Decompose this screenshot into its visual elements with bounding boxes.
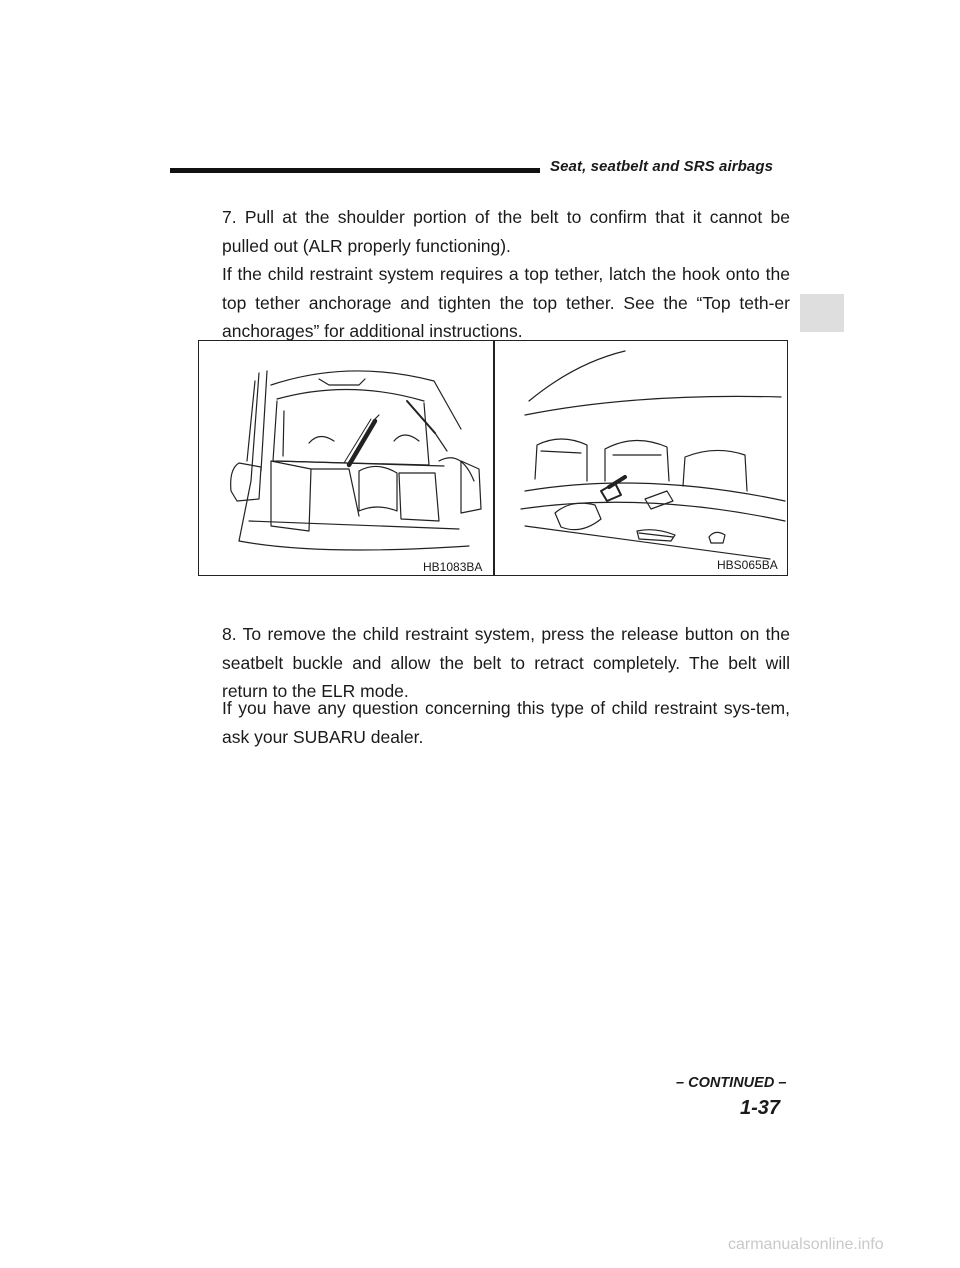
top-tether-note: If the child restraint system requires a top tether, latch the hook onto the top tether anchorage and tighten the top tether. See the “Top teth-er anchorages” for additional instructions. bbox=[222, 264, 790, 341]
section-title: Seat, seatbelt and SRS airbags bbox=[550, 158, 774, 175]
site-watermark[interactable]: carmanualsonline.info bbox=[728, 1236, 884, 1253]
continued-label: – CONTINUED – bbox=[676, 1075, 787, 1091]
figure-code-left: HB1083BA bbox=[423, 560, 483, 574]
chapter-side-tab bbox=[800, 294, 844, 332]
tether-anchor-illustration bbox=[495, 341, 787, 575]
step-8-text: 8. To remove the child restraint system, press the release button on the seatbelt buckle and allow the belt to retract completely. The belt will return to the ELR mode. bbox=[222, 624, 790, 701]
header-rule bbox=[170, 168, 540, 173]
illustration-figure bbox=[198, 340, 788, 576]
step-7-text: 7. Pull at the shoulder portion of the belt to confirm that it cannot be pulled out (ALR properly functioning). bbox=[222, 207, 790, 256]
page-number: 1-37 bbox=[740, 1097, 781, 1119]
cargo-area-illustration bbox=[199, 341, 493, 575]
dealer-note: If you have any question concerning this type of child restraint sys-tem, ask your SUBARU dealer. bbox=[222, 698, 790, 747]
figure-code-right: HBS065BA bbox=[717, 558, 778, 572]
